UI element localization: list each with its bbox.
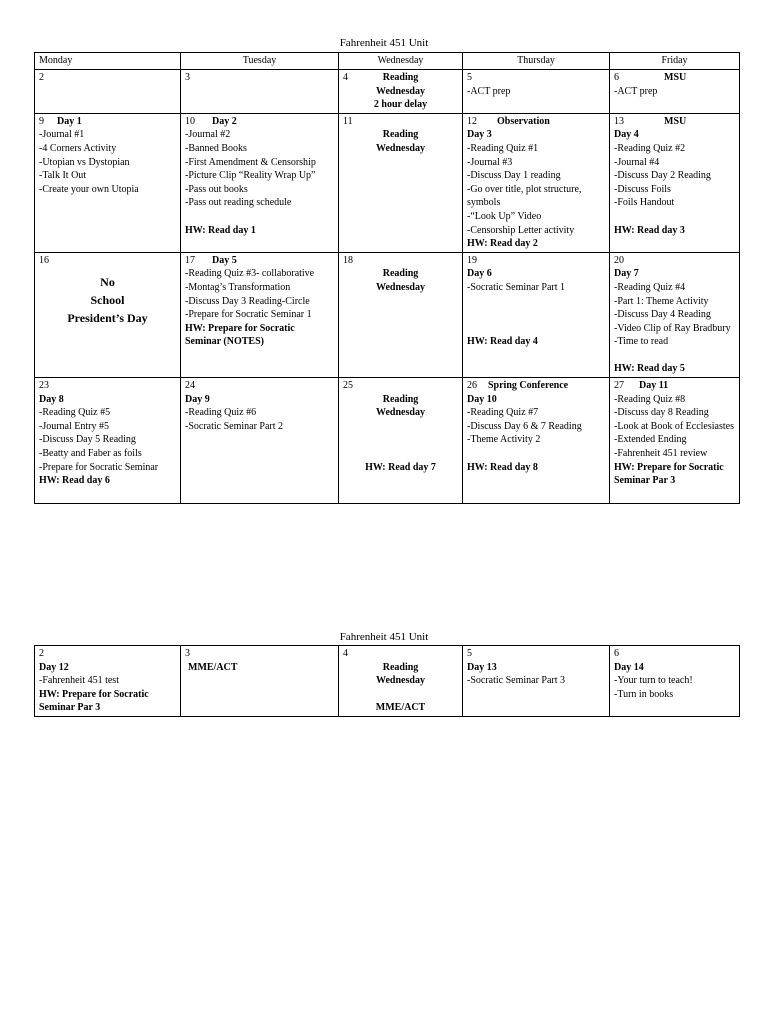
homework-line: HW: Read day 3 (614, 224, 685, 236)
cell-line: -Video Clip of Ray Bradbury (614, 322, 731, 334)
cell-line: -Picture Clip “Reality Wrap Up” (185, 170, 316, 182)
week-row (35, 70, 740, 114)
cell-line: Reading (382, 129, 419, 141)
cell-line: Reading (382, 661, 419, 673)
cell-line: Reading (382, 268, 419, 280)
cell-line: -Reading Quiz #2 (614, 142, 686, 154)
day-cell (35, 378, 181, 504)
cell-heading: MSU (664, 115, 687, 127)
cell-line: -Socratic Seminar Part 2 (185, 420, 284, 432)
cell-line: Wednesday (376, 142, 425, 154)
day-label: Day 12 (39, 661, 69, 673)
cell-line: -Discuss Day 4 Reading (614, 309, 711, 321)
day-cell (181, 252, 339, 377)
date-number: 3 (185, 72, 190, 83)
cell-line: -Foils Handout (614, 197, 675, 209)
day-cell (339, 646, 463, 717)
cell-line: -Montag’s Transformation (185, 281, 291, 293)
day-cell (339, 252, 463, 377)
date-number: 12 (467, 115, 477, 127)
day-label: Day 7 (614, 268, 639, 280)
day-cell (181, 113, 339, 252)
cell-line: -Utopian vs Dystopian (39, 156, 130, 168)
date-number: 26 (467, 380, 477, 392)
homework-line: Seminar Par 3 (614, 475, 676, 487)
day-cell (339, 113, 463, 252)
cell-line: -ACT prep (467, 85, 511, 97)
calendar-title: Fahrenheit 451 Unit (339, 631, 429, 643)
cell-line: Wednesday (376, 85, 425, 97)
cell-line: -Journal #4 (614, 156, 660, 168)
date-number: 4 (343, 72, 348, 83)
calendar-table-february (34, 52, 740, 504)
cell-line: -4 Corners Activity (39, 142, 117, 154)
holiday-name: President’s Day (67, 311, 148, 326)
cell-line: symbols (467, 197, 501, 209)
date-number: 18 (343, 254, 353, 266)
cell-line: -Discuss Day 1 reading (467, 170, 561, 182)
cell-heading: Day 5 (212, 254, 237, 266)
day-cell (463, 378, 610, 504)
homework-line: HW: Read day 2 (467, 238, 538, 250)
cell-line: -Discuss Day 6 & 7 Reading (467, 420, 582, 432)
day-cell (35, 70, 181, 114)
cell-line: -Reading Quiz #4 (614, 281, 686, 293)
date-number: 10 (185, 115, 195, 127)
date-number: 25 (343, 380, 353, 392)
homework-line: HW: Read day 5 (614, 363, 685, 375)
cell-line: Wednesday (376, 675, 425, 687)
header-thursday: Thursday (463, 53, 610, 70)
cell-heading: MME/ACT (188, 661, 238, 673)
cell-line: -“Look Up” Video (467, 210, 542, 222)
homework-line: HW: Read day 6 (39, 475, 110, 487)
cell-line: -Look at Book of Ecclesiastes (614, 420, 734, 432)
week-row (35, 378, 740, 504)
cell-line: -Journal Entry #5 (39, 420, 109, 432)
day-cell (463, 70, 610, 114)
date-number: 20 (614, 254, 624, 266)
cell-heading: Day 1 (57, 115, 82, 127)
cell-line: Reading (382, 393, 419, 405)
day-label: Day 13 (467, 661, 497, 673)
calendar-title: Fahrenheit 451 Unit (339, 37, 429, 49)
cell-line: -Pass out reading schedule (185, 197, 292, 209)
homework-line: HW: Read day 7 (365, 461, 436, 473)
date-number: 5 (467, 72, 472, 83)
cell-line: -Reading Quiz #5 (39, 407, 111, 419)
day-cell (35, 113, 181, 252)
cell-line: -Talk It Out (39, 170, 87, 182)
date-number: 16 (39, 254, 49, 266)
week-row (35, 646, 740, 717)
homework-line: HW: Prepare for Socratic (39, 688, 149, 700)
cell-heading: Reading (382, 72, 419, 83)
cell-line: -First Amendment & Censorship (185, 156, 316, 168)
day-label: Day 8 (39, 393, 64, 405)
day-label: Day 14 (614, 661, 644, 673)
cell-line: -Reading Quiz #7 (467, 407, 539, 419)
day-cell (35, 646, 181, 717)
homework-line: Seminar (NOTES) (185, 336, 264, 348)
day-label: Day 3 (467, 129, 492, 141)
cell-line: -Reading Quiz #8 (614, 393, 686, 405)
date-number: 3 (185, 648, 190, 659)
day-cell (463, 252, 610, 377)
cell-line: -Reading Quiz #6 (185, 407, 257, 419)
cell-heading: Spring Conference (488, 380, 569, 392)
day-cell (463, 646, 610, 717)
cell-line: -Journal #3 (467, 156, 513, 168)
cell-line: -Discuss Day 3 Reading-Circle (185, 295, 310, 307)
day-label: Day 10 (467, 393, 497, 405)
day-cell (610, 646, 740, 717)
cell-line: -Your turn to teach! (614, 675, 693, 687)
cell-line: -Turn in books (614, 688, 674, 700)
cell-heading: Day 2 (212, 115, 237, 127)
day-cell (610, 252, 740, 377)
cell-line: -Journal #2 (185, 129, 231, 141)
homework-line: HW: Read day 8 (467, 461, 538, 473)
day-cell (35, 252, 181, 377)
header-monday: Monday (35, 53, 181, 70)
cell-line: -ACT prep (614, 85, 658, 97)
no-school-line: School (90, 293, 125, 308)
day-cell (610, 70, 740, 114)
date-number: 2 (39, 72, 44, 83)
date-number: 9 (39, 115, 44, 127)
cell-line: -Beatty and Faber as foils (39, 448, 142, 460)
day-cell (181, 646, 339, 717)
cell-line: -Discuss day 8 Reading (614, 407, 709, 419)
cell-line: -Fahrenheit 451 review (614, 448, 708, 460)
day-label: Day 6 (467, 268, 492, 280)
cell-line: -Banned Books (185, 142, 247, 154)
cell-line: -Socratic Seminar Part 3 (467, 675, 566, 687)
cell-line: -Fahrenheit 451 test (39, 675, 119, 687)
cell-line: -Prepare for Socratic Seminar 1 (185, 309, 312, 321)
cell-heading: MSU (664, 72, 687, 83)
cell-line: -Part 1: Theme Activity (614, 295, 709, 307)
homework-line: Seminar Par 3 (39, 702, 101, 714)
cell-line: -Censorship Letter activity (467, 224, 575, 236)
day-label: Day 9 (185, 393, 210, 405)
date-number: 13 (614, 115, 624, 127)
cell-line: -Discuss Day 2 Reading (614, 170, 711, 182)
cell-line: -Pass out books (185, 183, 248, 195)
calendar-table-march (34, 645, 740, 717)
date-number: 19 (467, 254, 477, 266)
day-cell (610, 378, 740, 504)
date-number: 2 (39, 648, 44, 659)
day-cell (181, 70, 339, 114)
date-number: 27 (614, 380, 624, 392)
date-number: 23 (39, 380, 49, 392)
day-cell (339, 70, 463, 114)
day-label: Day 4 (614, 129, 639, 141)
no-school-line: No (100, 275, 115, 290)
cell-line: Wednesday (376, 407, 425, 419)
date-number: 6 (614, 648, 619, 659)
date-number: 6 (614, 72, 619, 83)
cell-line: -Socratic Seminar Part 1 (467, 281, 566, 293)
cell-line: -Time to read (614, 336, 669, 348)
date-number: 5 (467, 648, 472, 659)
cell-line: -Discuss Foils (614, 183, 671, 195)
homework-line: HW: Read day 1 (185, 224, 256, 236)
cell-line: -Extended Ending (614, 434, 687, 446)
cell-line: Wednesday (376, 281, 425, 293)
day-cell (610, 113, 740, 252)
date-number: 17 (185, 254, 195, 266)
cell-footer: MME/ACT (375, 702, 426, 714)
cell-line: -Prepare for Socratic Seminar (39, 461, 159, 473)
cell-line: -Reading Quiz #3- collaborative (185, 268, 315, 280)
week-row (35, 252, 740, 377)
date-number: 11 (343, 115, 353, 127)
header-friday: Friday (610, 53, 740, 70)
header-tuesday: Tuesday (181, 53, 339, 70)
date-number: 24 (185, 380, 195, 392)
cell-line: -Create your own Utopia (39, 183, 139, 195)
cell-line: 2 hour delay (373, 99, 428, 111)
cell-line: -Discuss Day 5 Reading (39, 434, 136, 446)
day-cell (181, 378, 339, 504)
weekday-header-row (35, 53, 740, 70)
homework-line: HW: Read day 4 (467, 336, 538, 348)
cell-line: -Theme Activity 2 (467, 434, 541, 446)
day-cell (339, 378, 463, 504)
header-wednesday: Wednesday (339, 53, 463, 70)
cell-heading: Day 11 (639, 380, 669, 392)
day-cell (463, 113, 610, 252)
cell-line: -Reading Quiz #1 (467, 142, 539, 154)
cell-heading: Observation (497, 115, 550, 127)
homework-line: HW: Prepare for Socratic (614, 461, 724, 473)
cell-line: -Journal #1 (39, 129, 85, 141)
homework-line: HW: Prepare for Socratic (185, 322, 295, 334)
cell-line: -Go over title, plot structure, (467, 183, 582, 195)
week-row (35, 113, 740, 252)
date-number: 4 (343, 648, 348, 659)
